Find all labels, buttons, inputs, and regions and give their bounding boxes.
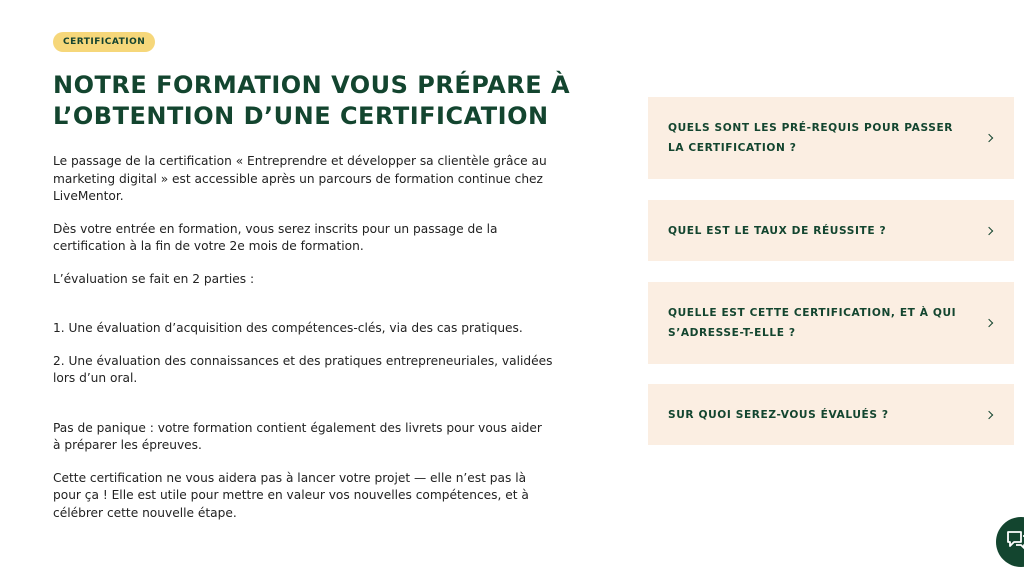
page-title-line-2: L’OBTENTION D’UNE CERTIFICATION bbox=[53, 102, 549, 130]
faq-item-success-rate[interactable] bbox=[648, 200, 1014, 261]
chat-button[interactable] bbox=[996, 517, 1024, 567]
faq-question: QUELS SONT LES PRÉ-REQUIS POUR PASSER LA CERTIFICATION ? bbox=[668, 122, 954, 154]
page-title bbox=[53, 70, 573, 132]
faq-question: QUEL EST LE TAUX DE RÉUSSITE ? bbox=[668, 224, 887, 237]
certification-description bbox=[53, 153, 553, 522]
faq-question: QUELLE EST CETTE CERTIFICATION, ET À QUI S’ADRESSE-T-ELLE ? bbox=[668, 307, 957, 339]
chevron-right-icon bbox=[985, 319, 993, 327]
paragraph-purpose: Cette certification ne vous aidera pas à lancer votre projet — elle n’est pas là pour ça ! Elle est utile pour mettre en valeur vos nouvelles compétences, et à célébrer cette nouvelle étape. bbox=[53, 470, 529, 520]
faq-item-what-certification[interactable] bbox=[648, 282, 1014, 364]
paragraph-evaluation-intro: L’évaluation se fait en 2 parties : bbox=[53, 271, 255, 286]
page-title-line-1: NOTRE FORMATION VOUS PRÉPARE À bbox=[53, 71, 571, 99]
chevron-right-icon bbox=[985, 226, 993, 234]
paragraph-evaluation-part-1: 1. Une évaluation d’acquisition des compétences-clés, via des cas pratiques. bbox=[53, 321, 523, 335]
paragraph-registration: Dès votre entrée en formation, vous serez inscrits pour un passage de la certification à la fin de votre 2e mois de formation. bbox=[53, 221, 498, 253]
paragraph-access: Le passage de la certification « Entreprendre et développer sa clientèle grâce au marketing digital » est accessible après un parcours de formation continue chez LiveMentor. bbox=[53, 154, 547, 203]
paragraph-evaluation-part-2: 2. Une évaluation des connaissances et des pratiques entrepreneuriales, validées lors d’un oral. bbox=[53, 353, 553, 385]
paragraph-reassurance: Pas de panique : votre formation contient également des livrets pour vous aider à préparer les épreuves. bbox=[53, 420, 542, 452]
certification-badge: CERTIFICATION bbox=[53, 32, 155, 52]
faq-item-evaluation-criteria[interactable] bbox=[648, 384, 1014, 445]
chevron-right-icon bbox=[985, 134, 993, 142]
chat-bubble-icon bbox=[1006, 530, 1024, 550]
faq-item-prerequisites[interactable] bbox=[648, 97, 1014, 179]
chevron-right-icon bbox=[985, 410, 993, 418]
faq-question: SUR QUOI SEREZ-VOUS ÉVALUÉS ? bbox=[668, 408, 889, 421]
